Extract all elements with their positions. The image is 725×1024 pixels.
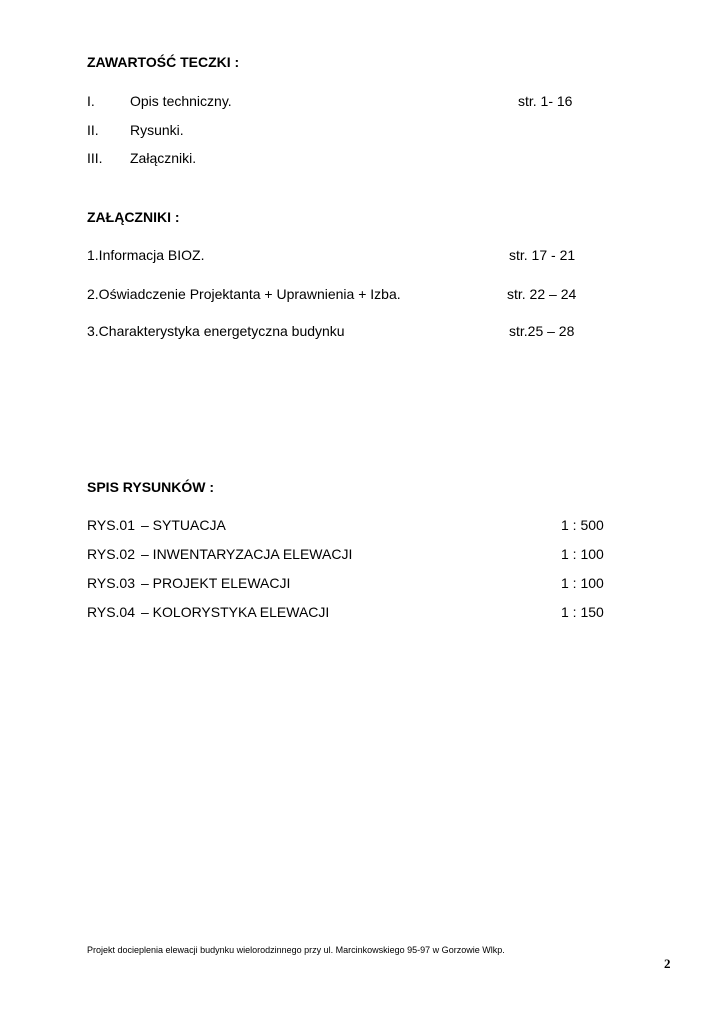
drawing-4-scale: 1 : 150 <box>561 604 604 620</box>
drawing-2-code: RYS.02 <box>87 546 135 562</box>
drawing-1-scale: 1 : 500 <box>561 517 604 533</box>
attachment-2-pages: str. 22 – 24 <box>507 286 577 302</box>
drawing-1-code: RYS.01 <box>87 517 135 533</box>
contents-item-3-number: III. <box>87 150 103 166</box>
drawing-2-scale: 1 : 100 <box>561 546 604 562</box>
attachments-heading: ZAŁĄCZNIKI : <box>87 209 180 225</box>
drawing-4-title: – KOLORYSTYKA ELEWACJI <box>141 604 330 620</box>
drawing-1-title: – SYTUACJA <box>141 517 226 533</box>
drawing-3-title: – PROJEKT ELEWACJI <box>141 575 291 591</box>
attachment-2-label: 2.Oświadczenie Projektanta + Uprawnienia + Izba. <box>87 286 401 302</box>
drawing-3-code: RYS.03 <box>87 575 135 591</box>
contents-item-1-number: I. <box>87 93 95 109</box>
contents-item-1-label: Opis techniczny. <box>130 93 232 109</box>
drawing-4-code: RYS.04 <box>87 604 135 620</box>
footer-text: Projekt docieplenia elewacji budynku wielorodzinnego przy ul. Marcinkowskiego 95-97 w Gorzowie Wlkp. <box>87 945 505 955</box>
contents-item-2-label: Rysunki. <box>130 122 184 138</box>
attachment-3-label: 3.Charakterystyka energetyczna budynku <box>87 323 345 339</box>
contents-heading: ZAWARTOŚĆ TECZKI : <box>87 54 240 70</box>
attachment-3-pages: str.25 – 28 <box>509 323 575 339</box>
drawing-3-scale: 1 : 100 <box>561 575 604 591</box>
attachment-1-label: 1.Informacja BIOZ. <box>87 247 205 263</box>
contents-item-1-pages: str. 1- 16 <box>518 93 573 109</box>
contents-item-2-number: II. <box>87 122 99 138</box>
page-number: 2 <box>664 956 671 971</box>
attachment-1-pages: str. 17 - 21 <box>509 247 576 263</box>
contents-item-3-label: Załączniki. <box>130 150 197 166</box>
drawing-2-title: – INWENTARYZACJA ELEWACJI <box>141 546 353 562</box>
drawings-heading: SPIS RYSUNKÓW : <box>87 479 215 495</box>
